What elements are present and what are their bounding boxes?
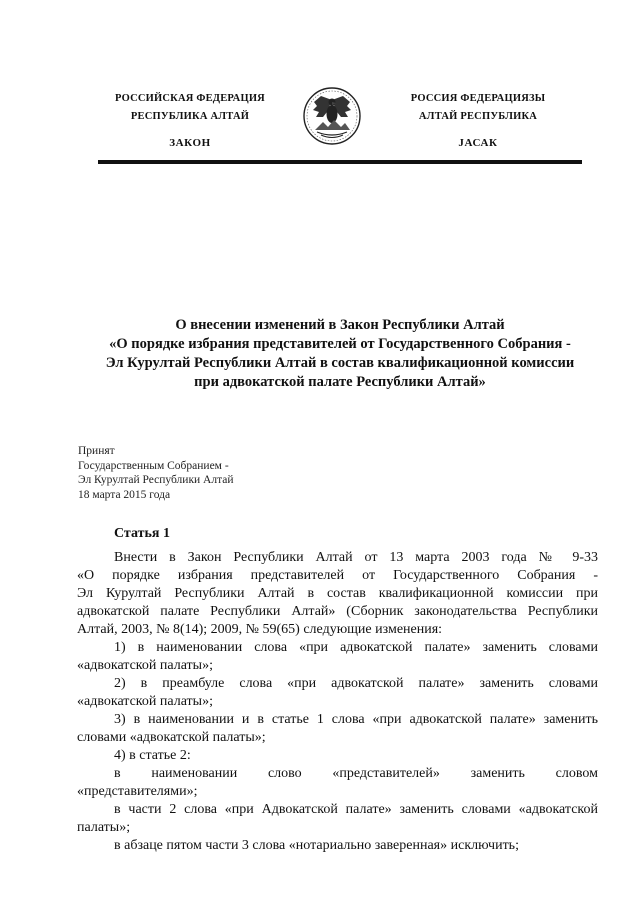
word: заменить (470, 766, 525, 781)
altai-republic-coat-of-arms-icon (301, 82, 363, 150)
text-line: Внести в Закон Республики Алтай от 13 марта 2003 года № 9-33 (114, 550, 598, 565)
text-line: Эл Курултай Республики Алтай в состав квалификационной комиссии при (77, 586, 598, 601)
text-line: в абзаце пятом части 3 слова «нотариально заверенная» исключить; (114, 838, 519, 853)
word: наименовании (151, 766, 238, 781)
text-line: Алтай, 2003, № 8(14); 2009, № 59(65) следующие изменения: (77, 622, 443, 637)
text-line: 4) в статье 2: (114, 748, 191, 763)
text-line: 1) в наименовании слова «при адвокатской палате» заменить словами (114, 640, 598, 655)
article-body (77, 549, 598, 855)
list-item-4a (77, 765, 598, 801)
text-line: «адвокатской палаты»; (77, 658, 213, 673)
word: в (114, 766, 121, 781)
title-line: «О порядке избрания представителей от Государственного Собрания - (109, 336, 571, 352)
header-left-doc-type: ЗАКОН (169, 137, 211, 149)
text-line: в части 2 слова «при Адвокатской палате» заменить словами «адвокатской (114, 802, 598, 817)
adoption-date: 18 марта 2015 года (78, 488, 171, 501)
text-line: 2) в преамбуле слова «при адвокатской палате» заменить словами (114, 676, 598, 691)
word: «представителей» (332, 766, 440, 781)
list-item-1 (77, 639, 598, 675)
header-left-block (100, 90, 280, 152)
paragraph-intro (77, 549, 598, 639)
header-right-country: РОССИЯ ФЕДЕРАЦИЯЗЫ (410, 93, 546, 104)
adoption-line: Принят (78, 445, 115, 457)
list-item-4c (77, 837, 598, 855)
header-left-republic: РЕСПУБЛИКА АЛТАЙ (130, 111, 250, 122)
text-line: палаты»; (77, 820, 131, 835)
header-right-doc-type: JАСАК (458, 137, 498, 149)
list-item-3 (77, 711, 598, 747)
text-line: словами «адвокатской палаты»; (77, 730, 266, 745)
article-heading: Статья 1 (114, 526, 170, 541)
list-item-2 (77, 675, 598, 711)
adoption-info (78, 444, 234, 502)
header-right-republic: АЛТАЙ РЕСПУБЛИКА (418, 111, 538, 122)
text-line: «представителями»; (77, 784, 198, 799)
header-divider (98, 160, 582, 164)
adoption-line: Эл Курултай Республики Алтай (78, 474, 234, 486)
title-line: при адвокатской палате Республики Алтай» (194, 374, 486, 390)
text-line (77, 765, 598, 783)
adoption-line: Государственным Собранием - (78, 459, 229, 472)
header-right-block (388, 90, 568, 152)
law-title (70, 316, 610, 392)
text-line: 3) в наименовании и в статье 1 слова «при адвокатской палате» заменить (114, 712, 598, 727)
word: словом (555, 766, 598, 781)
title-line: О внесении изменений в Закон Республики Алтай (175, 317, 505, 333)
title-line: Эл Курултай Республики Алтай в состав квалификационной комиссии (105, 355, 575, 371)
text-line: адвокатской палате Республики Алтай» (Сборник законодательства Республики (77, 604, 598, 619)
text-line: «адвокатской палаты»; (77, 694, 213, 709)
header-left-country: РОССИЙСКАЯ ФЕДЕРАЦИЯ (115, 93, 265, 104)
text-line: «О порядке избрания представителей от Государственного Собрания - (77, 568, 598, 583)
list-item-4b (77, 801, 598, 837)
list-item-4 (77, 747, 598, 765)
word: слово (267, 766, 302, 781)
